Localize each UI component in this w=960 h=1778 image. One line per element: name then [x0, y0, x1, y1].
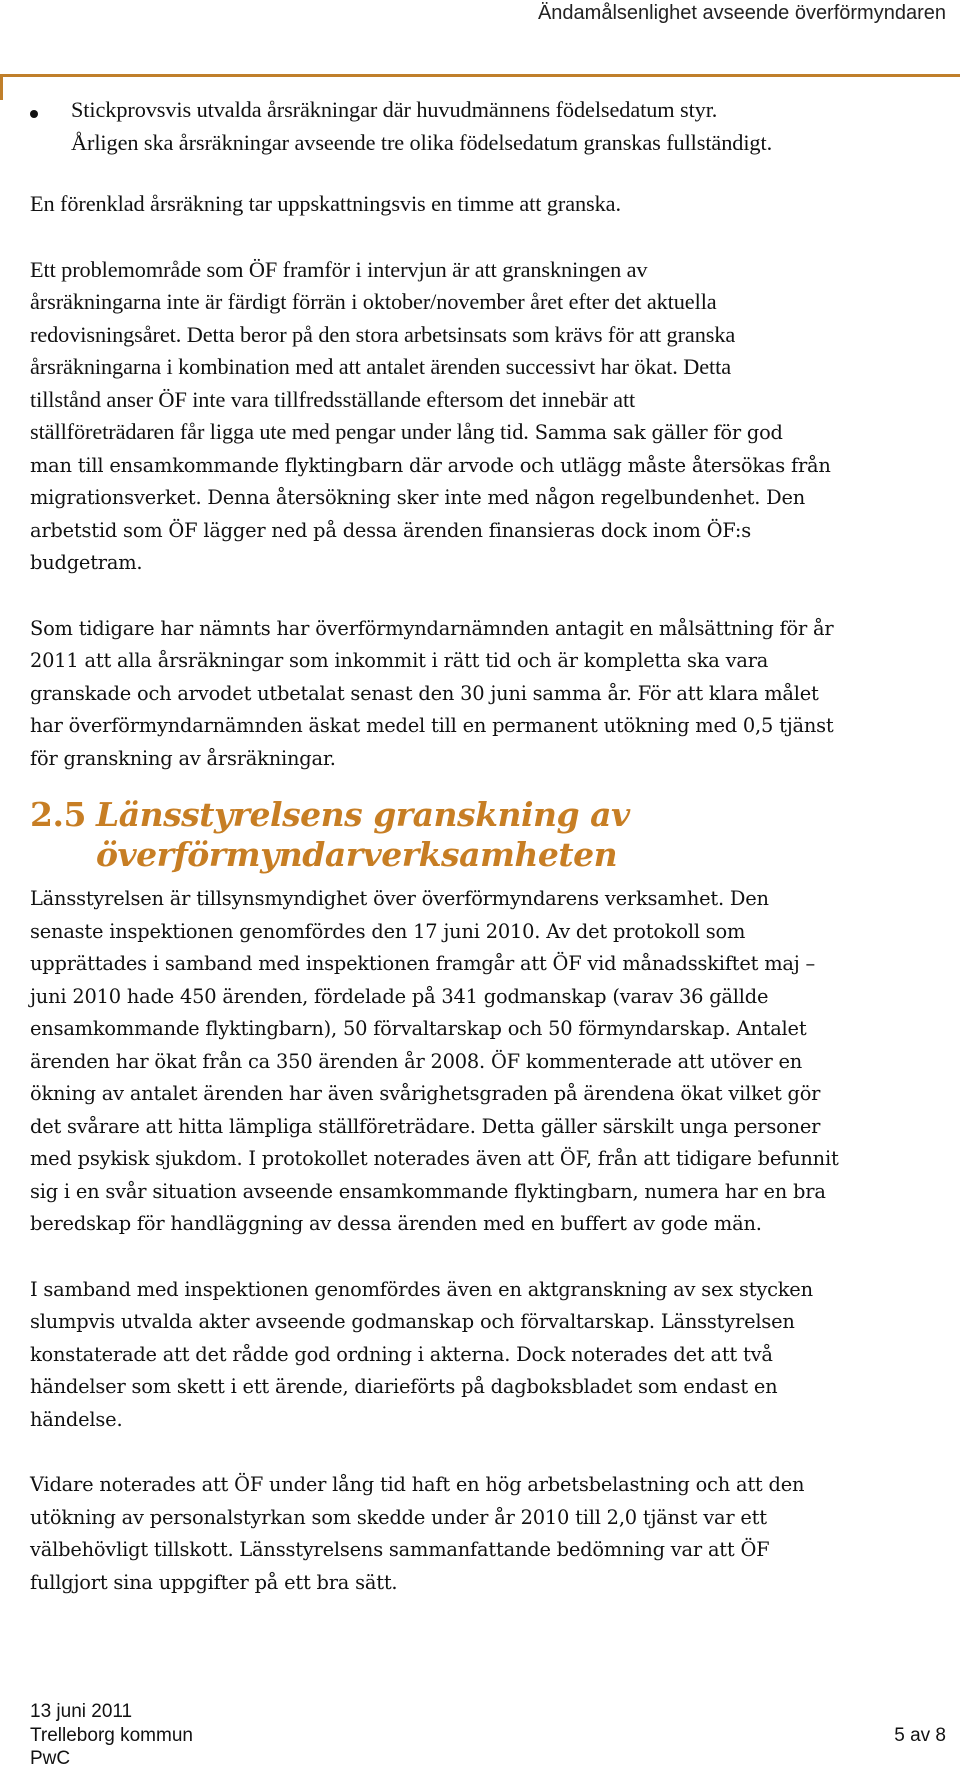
paragraph-line: redovisningsåret. Detta beror på den stora arbetsinsats som krävs för att granska [30, 321, 736, 347]
paragraph-line: budgetram. [30, 551, 143, 574]
paragraph-line: med psykisk sjukdom. I protokollet noterades även att ÖF, från att tidigare befunnit [30, 1147, 839, 1170]
bullet-list [30, 94, 952, 159]
paragraph-conclusion [30, 1469, 952, 1599]
paragraph-file-review [30, 1274, 952, 1437]
paragraph-line-mixed [30, 416, 952, 450]
paragraph-line: Ett problemområde som ÖF framför i intervjun är att granskningen av [30, 256, 648, 282]
paragraph-line: Som tidigare har nämnts har överförmyndarnämnden antagit en målsättning för år [30, 616, 834, 640]
page-footer [30, 1700, 946, 1771]
bullet-line-1: Stickprovsvis utvalda årsräkningar där huvudmännens födelsedatum styr. [71, 97, 718, 122]
section-title-line-2: överförmyndarverksamheten [96, 835, 618, 874]
footer-company: PwC [30, 1748, 71, 1769]
header-corner-mark [0, 74, 3, 100]
footer-date: 13 juni 2011 [30, 1701, 133, 1722]
paragraph-line: ensamkommande flyktingbarn), 50 förvaltarskap och 50 förmyndarskap. Antalet [30, 1017, 807, 1040]
paragraph-line: utökning av personalstyrkan som skedde under år 2010 till 2,0 tjänst var ett [30, 1505, 767, 1529]
paragraph-line: fullgjort sina uppgifter på ett bra sätt. [30, 1570, 398, 1594]
paragraph-line: ökning av antalet ärenden har även svårighetsgraden på ärendena ökat vilket gör [30, 1082, 821, 1105]
paragraph-review-time [30, 188, 952, 221]
paragraph-line: En förenklad årsräkning tar uppskattningsvis en timme att granska. [30, 191, 621, 216]
paragraph-line: sig i en svår situation avseende ensamkommande flyktingbarn, numera har en bra [30, 1179, 826, 1203]
paragraph-line: Länsstyrelsen är tillsynsmyndighet över överförmyndarens verksamhet. Den [30, 887, 769, 910]
paragraph-line: årsräkningarna i kombination med att antalet ärenden successivt har ökat. Detta [30, 354, 732, 379]
paragraph-line: händelser som skett i ett ärende, diarieförts på dagboksbladet som endast en [30, 1375, 778, 1398]
paragraph-line: har överförmyndarnämnden äskat medel till en permanent utökning med 0,5 tjänst [30, 714, 834, 737]
paragraph-line-segment: Samma sak gäller för god [528, 421, 783, 444]
paragraph-line: välbehövligt tillskott. Länsstyrelsens sammanfattande bedömning var att ÖF [30, 1538, 770, 1561]
paragraph-line: I samband med inspektionen genomfördes även en aktgranskning av sex stycken [30, 1277, 813, 1301]
paragraph-line: juni 2010 hade 450 ärenden, fördelade på 341 godmanskap (varav 36 gällde [30, 984, 769, 1008]
paragraph-line: slumpvis utvalda akter avseende godmanskap och förvaltarskap. Länsstyrelsen [30, 1310, 795, 1333]
paragraph-line: Vidare noterades att ÖF under lång tid haft en hög arbetsbelastning och att den [30, 1473, 805, 1496]
paragraph-problem-area [30, 254, 952, 580]
bullet-icon [30, 110, 38, 118]
section-title-line-1: Länsstyrelsens granskning av [96, 795, 630, 834]
paragraph-goal [30, 613, 952, 776]
paragraph-line: det svårare att hitta lämpliga ställföreträdare. Detta gäller särskilt unga personer [30, 1114, 821, 1138]
bullet-item [30, 94, 952, 159]
header-divider [0, 74, 960, 77]
paragraph-line: tillstånd anser ÖF inte vara tillfredsställande eftersom det innebär att [30, 386, 636, 412]
section-number: 2.5 [30, 795, 86, 834]
paragraph-line: man till ensamkommande flyktingbarn där arvode och utlägg måste återsökas från [30, 453, 831, 477]
paragraph-inspection [30, 883, 952, 1241]
paragraph-line: arbetstid som ÖF lägger ned på dessa ärenden finansieras dock inom ÖF:s [30, 518, 751, 542]
paragraph-line: för granskning av årsräkningar. [30, 746, 336, 770]
paragraph-line: konstaterade att det rådde god ordning i akterna. Dock noterades det att två [30, 1342, 773, 1366]
running-header-title: Ändamålsenlighet avseende överförmyndaren [537, 2, 946, 24]
paragraph-line: ärenden har ökat från ca 350 ärenden år 2008. ÖF kommenterade att utöver en [30, 1049, 803, 1073]
paragraph-line-segment: ställföreträdaren får ligga ute med pengar under lång tid. [30, 419, 529, 444]
footer-organization: Trelleborg kommun [30, 1724, 193, 1746]
footer-page-number: 5 av 8 [894, 1724, 946, 1746]
paragraph-line: migrationsverket. Denna återsökning sker inte med någon regelbundenhet. Den [30, 486, 806, 509]
paragraph-line: händelse. [30, 1407, 123, 1431]
paragraph-line: granskade och arvodet utbetalat senast den 30 juni samma år. För att klara målet [30, 681, 819, 705]
paragraph-line: senaste inspektionen genomfördes den 17 juni 2010. Av det protokoll som [30, 919, 746, 943]
section-heading [30, 795, 952, 875]
paragraph-line: årsräkningarna inte är färdigt förrän i oktober/november året efter det aktuella [30, 289, 717, 314]
paragraph-line: 2011 att alla årsräkningar som inkommit i rätt tid och är kompletta ska vara [30, 649, 769, 672]
paragraph-line: beredskap för handläggning av dessa ärenden med en buffert av gode män. [30, 1212, 762, 1235]
paragraph-line: upprättades i samband med inspektionen framgår att ÖF vid månadsskiftet maj – [30, 952, 816, 975]
bullet-line-2: Årligen ska årsräkningar avseende tre olika födelsedatum granskas fullständigt. [71, 129, 773, 155]
document-body [30, 94, 952, 1599]
